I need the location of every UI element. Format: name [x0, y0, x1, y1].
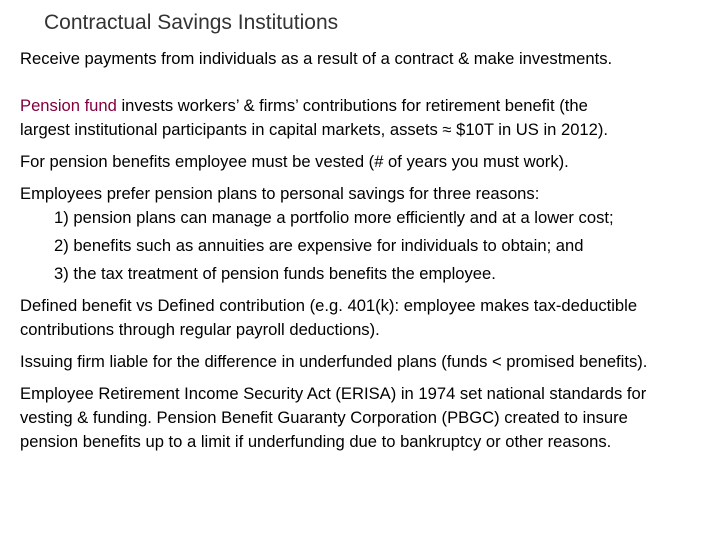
vesting-text: For pension benefits employee must be vested (# of years you must work).: [20, 152, 569, 171]
liability-paragraph: [20, 350, 710, 374]
pension-fund-paragraph: [20, 94, 710, 142]
reason-1: 1) pension plans can manage a portfolio more efficiently and at a lower cost;: [54, 208, 614, 227]
defined-paragraph: [20, 294, 710, 342]
pension-fund-line-1-rest: invests workers’ & firms’ contributions for retirement benefit (the: [116, 96, 588, 115]
liability-text: Issuing firm liable for the difference in underfunded plans (funds < promised benefits).: [20, 352, 648, 371]
slide-body: [20, 47, 710, 454]
reason-item: [20, 262, 710, 286]
slide-title: Contractual Savings Institutions: [44, 11, 339, 34]
preference-paragraph: [20, 182, 710, 206]
erisa-line-3: pension benefits up to a limit if underfunding due to bankruptcy or other reasons.: [20, 432, 612, 451]
reason-3: 3) the tax treatment of pension funds benefits the employee.: [54, 264, 496, 283]
pension-fund-line-2: largest institutional participants in capital markets, assets ≈ $10T in US in 2012).: [20, 120, 609, 139]
erisa-line-1: Employee Retirement Income Security Act (ERISA) in 1974 set national standards for: [20, 384, 647, 403]
erisa-paragraph: [20, 382, 710, 454]
defined-line-1: Defined benefit vs Defined contribution (e.g. 401(k): employee makes tax-deductible: [20, 296, 638, 315]
vesting-paragraph: [20, 150, 710, 174]
reason-item: [20, 206, 710, 230]
pension-fund-term: Pension fund: [20, 96, 117, 115]
erisa-line-2: vesting & funding. Pension Benefit Guaranty Corporation (PBGC) created to insure: [20, 408, 628, 427]
reason-2: 2) benefits such as annuities are expensive for individuals to obtain; and: [54, 236, 584, 255]
intro-text: Receive payments from individuals as a result of a contract & make investments.: [20, 49, 613, 68]
reason-item: [20, 234, 710, 258]
pension-fund-line-1: [20, 94, 710, 118]
preference-lead: Employees prefer pension plans to personal savings for three reasons:: [20, 184, 540, 203]
defined-line-2: contributions through regular payroll deductions).: [20, 320, 380, 339]
intro-paragraph: [20, 47, 710, 71]
